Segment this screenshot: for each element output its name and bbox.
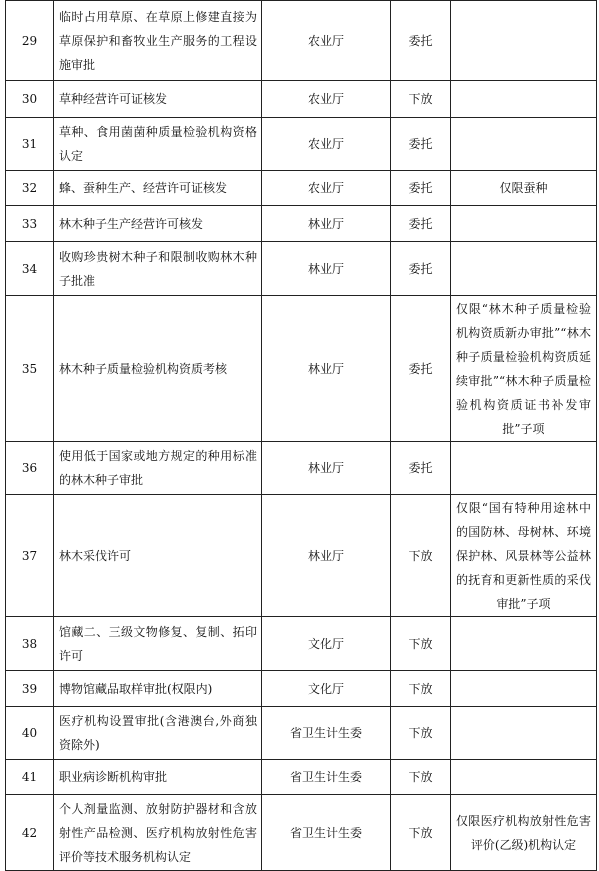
table-row bbox=[6, 760, 597, 795]
item-name: 蜂、蚕种生产、经营许可证核发 bbox=[54, 171, 262, 206]
delegation-mode: 委托 bbox=[391, 1, 451, 81]
row-number: 41 bbox=[6, 760, 54, 795]
row-number: 35 bbox=[6, 296, 54, 442]
remark bbox=[451, 206, 597, 242]
item-name: 职业病诊断机构审批 bbox=[54, 760, 262, 795]
item-name: 林木种子质量检验机构资质考核 bbox=[54, 296, 262, 442]
table-row bbox=[6, 617, 597, 671]
remark bbox=[451, 671, 597, 707]
item-name: 使用低于国家或地方规定的种用标准的林木种子审批 bbox=[54, 442, 262, 495]
row-number: 37 bbox=[6, 495, 54, 617]
table-row bbox=[6, 81, 597, 118]
remark bbox=[451, 242, 597, 296]
delegation-mode: 委托 bbox=[391, 296, 451, 442]
item-name: 林木种子生产经营许可核发 bbox=[54, 206, 262, 242]
delegation-mode: 委托 bbox=[391, 442, 451, 495]
row-number: 31 bbox=[6, 118, 54, 171]
department: 农业厅 bbox=[262, 118, 391, 171]
table-row bbox=[6, 707, 597, 760]
delegation-mode: 下放 bbox=[391, 495, 451, 617]
remark bbox=[451, 707, 597, 760]
remark: 仅限蚕种 bbox=[451, 171, 597, 206]
remark: 仅限“国有特种用途林中的国防林、母树林、环境保护林、风景林等公益林的抚育和更新性质的采伐审批”子项 bbox=[451, 495, 597, 617]
delegation-mode: 委托 bbox=[391, 206, 451, 242]
table-row bbox=[6, 171, 597, 206]
row-number: 39 bbox=[6, 671, 54, 707]
row-number: 40 bbox=[6, 707, 54, 760]
table-row bbox=[6, 442, 597, 495]
department: 文化厅 bbox=[262, 671, 391, 707]
item-name: 临时占用草原、在草原上修建直接为草原保护和畜牧业生产服务的工程设施审批 bbox=[54, 1, 262, 81]
delegation-mode: 委托 bbox=[391, 171, 451, 206]
delegation-mode: 下放 bbox=[391, 617, 451, 671]
delegation-mode: 委托 bbox=[391, 118, 451, 171]
department: 林业厅 bbox=[262, 296, 391, 442]
department: 文化厅 bbox=[262, 617, 391, 671]
delegation-mode: 下放 bbox=[391, 707, 451, 760]
row-number: 32 bbox=[6, 171, 54, 206]
remark bbox=[451, 442, 597, 495]
department: 农业厅 bbox=[262, 1, 391, 81]
department: 林业厅 bbox=[262, 495, 391, 617]
item-table bbox=[5, 0, 597, 871]
table-row bbox=[6, 671, 597, 707]
row-number: 30 bbox=[6, 81, 54, 118]
remark bbox=[451, 617, 597, 671]
table-row bbox=[6, 206, 597, 242]
item-name: 草种经营许可证核发 bbox=[54, 81, 262, 118]
item-name: 医疗机构设置审批(含港澳台,外商独资除外) bbox=[54, 707, 262, 760]
department: 林业厅 bbox=[262, 206, 391, 242]
item-name: 个人剂量监测、放射防护器材和含放射性产品检测、医疗机构放射性危害评价等技术服务机构认定 bbox=[54, 795, 262, 871]
table-row bbox=[6, 495, 597, 617]
item-name: 林木采伐许可 bbox=[54, 495, 262, 617]
row-number: 42 bbox=[6, 795, 54, 871]
department: 省卫生计生委 bbox=[262, 795, 391, 871]
row-number: 33 bbox=[6, 206, 54, 242]
department: 省卫生计生委 bbox=[262, 707, 391, 760]
delegation-mode: 下放 bbox=[391, 760, 451, 795]
table-row bbox=[6, 795, 597, 871]
row-number: 36 bbox=[6, 442, 54, 495]
row-number: 38 bbox=[6, 617, 54, 671]
remark bbox=[451, 1, 597, 81]
department: 省卫生计生委 bbox=[262, 760, 391, 795]
department: 林业厅 bbox=[262, 242, 391, 296]
department: 农业厅 bbox=[262, 81, 391, 118]
remark bbox=[451, 118, 597, 171]
item-name: 博物馆藏品取样审批(权限内) bbox=[54, 671, 262, 707]
item-name: 收购珍贵树木种子和限制收购林木种子批准 bbox=[54, 242, 262, 296]
delegation-mode: 下放 bbox=[391, 81, 451, 118]
remark: 仅限医疗机构放射性危害评价(乙级)机构认定 bbox=[451, 795, 597, 871]
item-name: 草种、食用菌菌种质量检验机构资格认定 bbox=[54, 118, 262, 171]
table-row bbox=[6, 296, 597, 442]
item-name: 馆藏二、三级文物修复、复制、拓印许可 bbox=[54, 617, 262, 671]
delegation-mode: 下放 bbox=[391, 671, 451, 707]
table-row bbox=[6, 118, 597, 171]
row-number: 34 bbox=[6, 242, 54, 296]
delegation-mode: 委托 bbox=[391, 242, 451, 296]
department: 农业厅 bbox=[262, 171, 391, 206]
remark bbox=[451, 81, 597, 118]
department: 林业厅 bbox=[262, 442, 391, 495]
table-row bbox=[6, 242, 597, 296]
delegation-mode: 下放 bbox=[391, 795, 451, 871]
remark: 仅限“林木种子质量检验机构资质新办审批”“林木种子质量检验机构资质延续审批”“林木种子质量检验机构资质证书补发审批”子项 bbox=[451, 296, 597, 442]
remark bbox=[451, 760, 597, 795]
table-row bbox=[6, 1, 597, 81]
row-number: 29 bbox=[6, 1, 54, 81]
